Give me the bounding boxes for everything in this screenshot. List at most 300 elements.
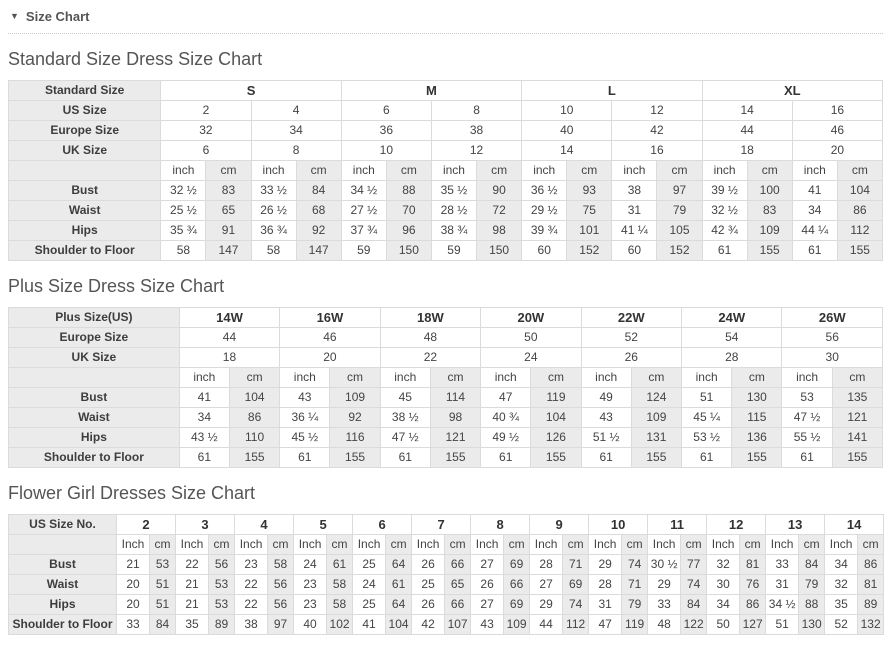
measurement-cm-cell: 96 [386, 221, 431, 241]
measurement-inch-cell: 38 ½ [380, 408, 430, 428]
size-header-cell: 8 [431, 101, 521, 121]
measurement-cm-cell: 89 [209, 615, 235, 635]
measurement-inch-cell: 47 ½ [380, 428, 430, 448]
size-header-cell: 2 [161, 101, 251, 121]
measurement-inch-cell: 35 ½ [431, 181, 476, 201]
measurement-cm-cell: 66 [445, 555, 471, 575]
size-header-cell: 14W [179, 308, 279, 328]
unit-inch-cell: Inch [176, 535, 209, 555]
measurement-cm-cell: 124 [631, 388, 681, 408]
measurement-inch-cell: 21 [117, 555, 150, 575]
size-header-cell: 12 [612, 101, 702, 121]
measurement-inch-cell: 31 [589, 595, 622, 615]
measurement-inch-cell: 51 ½ [581, 428, 631, 448]
measurement-cm-cell: 155 [229, 448, 279, 468]
measurement-inch-cell: 33 [766, 555, 799, 575]
size-header-cell: 13 [766, 515, 825, 535]
measurement-inch-cell: 32 [825, 575, 858, 595]
size-header-cell: 30 [782, 348, 883, 368]
measurement-inch-cell: 40 ¾ [481, 408, 531, 428]
measurement-cm-cell: 58 [327, 595, 353, 615]
row-label: Waist [9, 408, 180, 428]
unit-cm-cell: cm [206, 161, 251, 181]
measurement-inch-cell: 34 [825, 555, 858, 575]
measurement-inch-cell: 34 [707, 595, 740, 615]
measurement-inch-cell: 43 [280, 388, 330, 408]
row-label: Hips [9, 428, 180, 448]
measurement-cm-cell: 116 [330, 428, 380, 448]
measurement-cm-cell: 150 [386, 241, 431, 261]
size-header-cell: 36 [341, 121, 431, 141]
measurement-cm-cell: 69 [563, 575, 589, 595]
measurement-cm-cell: 76 [740, 575, 766, 595]
unit-cm-cell: cm [732, 368, 782, 388]
row-label [9, 161, 161, 181]
measurement-inch-cell: 49 [581, 388, 631, 408]
measurement-cm-cell: 104 [531, 408, 581, 428]
unit-inch-cell: Inch [648, 535, 681, 555]
row-label: US Size No. [9, 515, 117, 535]
size-header-cell: 5 [294, 515, 353, 535]
measurement-cm-cell: 56 [268, 595, 294, 615]
measurement-inch-cell: 39 ½ [702, 181, 747, 201]
measurement-cm-cell: 93 [567, 181, 612, 201]
measurement-inch-cell: 32 [707, 555, 740, 575]
measurement-inch-cell: 29 [648, 575, 681, 595]
measurement-cm-cell: 155 [330, 448, 380, 468]
measurement-inch-cell: 61 [581, 448, 631, 468]
measurement-cm-cell: 53 [150, 555, 176, 575]
row-label: Shoulder to Floor [9, 615, 117, 635]
unit-inch-cell: inch [612, 161, 657, 181]
measurement-inch-cell: 39 ¾ [522, 221, 567, 241]
measurement-cm-cell: 71 [563, 555, 589, 575]
measurement-cm-cell: 74 [622, 555, 648, 575]
measurement-cm-cell: 53 [209, 595, 235, 615]
measurement-cm-cell: 61 [327, 555, 353, 575]
measurement-cm-cell: 84 [799, 555, 825, 575]
measurement-cm-cell: 84 [150, 615, 176, 635]
unit-cm-cell: cm [150, 535, 176, 555]
measurement-cm-cell: 119 [531, 388, 581, 408]
row-label: Standard Size [9, 81, 161, 101]
measurement-cm-cell: 64 [386, 555, 412, 575]
measurement-inch-cell: 25 [412, 575, 445, 595]
measurement-cm-cell: 68 [296, 201, 341, 221]
unit-inch-cell: inch [380, 368, 430, 388]
plus-size-chart [8, 307, 883, 468]
row-label [9, 368, 180, 388]
unit-cm-cell: cm [209, 535, 235, 555]
measurement-cm-cell: 92 [296, 221, 341, 241]
measurement-cm-cell: 86 [740, 595, 766, 615]
measurement-cm-cell: 155 [837, 241, 882, 261]
unit-inch-cell: inch [581, 368, 631, 388]
unit-cm-cell: cm [386, 161, 431, 181]
measurement-cm-cell: 90 [477, 181, 522, 201]
measurement-cm-cell: 105 [657, 221, 702, 241]
measurement-inch-cell: 29 [530, 595, 563, 615]
measurement-inch-cell: 40 [294, 615, 327, 635]
size-header-cell: 46 [280, 328, 380, 348]
measurement-inch-cell: 23 [294, 595, 327, 615]
measurement-cm-cell: 58 [268, 555, 294, 575]
size-header-cell: 18 [179, 348, 279, 368]
unit-cm-cell: cm [837, 161, 882, 181]
measurement-cm-cell: 112 [837, 221, 882, 241]
size-header-cell: 2 [117, 515, 176, 535]
measurement-inch-cell: 31 [766, 575, 799, 595]
measurement-inch-cell: 26 [412, 595, 445, 615]
measurement-cm-cell: 147 [296, 241, 341, 261]
measurement-cm-cell: 102 [327, 615, 353, 635]
measurement-inch-cell: 29 ½ [522, 201, 567, 221]
unit-inch-cell: Inch [530, 535, 563, 555]
section-heading-standard: Standard Size Dress Size Chart [8, 49, 263, 69]
measurement-inch-cell: 55 ½ [782, 428, 832, 448]
measurement-inch-cell: 41 [792, 181, 837, 201]
measurement-cm-cell: 72 [477, 201, 522, 221]
measurement-inch-cell: 41 [353, 615, 386, 635]
measurement-inch-cell: 28 ½ [431, 201, 476, 221]
measurement-cm-cell: 86 [858, 555, 884, 575]
size-header-cell: M [341, 81, 521, 101]
unit-cm-cell: cm [330, 368, 380, 388]
measurement-cm-cell: 141 [832, 428, 882, 448]
measurement-inch-cell: 35 [825, 595, 858, 615]
measurement-cm-cell: 79 [622, 595, 648, 615]
measurement-cm-cell: 101 [567, 221, 612, 241]
measurement-cm-cell: 98 [430, 408, 480, 428]
measurement-cm-cell: 77 [681, 555, 707, 575]
measurement-cm-cell: 152 [567, 241, 612, 261]
row-label: Europe Size [9, 121, 161, 141]
measurement-inch-cell: 30 [707, 575, 740, 595]
unit-cm-cell: cm [681, 535, 707, 555]
measurement-inch-cell: 30 ½ [648, 555, 681, 575]
measurement-cm-cell: 110 [229, 428, 279, 448]
measurement-cm-cell: 58 [327, 575, 353, 595]
measurement-cm-cell: 66 [445, 595, 471, 615]
measurement-inch-cell: 42 [412, 615, 445, 635]
measurement-inch-cell: 41 ¼ [612, 221, 657, 241]
measurement-inch-cell: 33 ½ [251, 181, 296, 201]
measurement-inch-cell: 32 ½ [702, 201, 747, 221]
measurement-cm-cell: 152 [657, 241, 702, 261]
measurement-inch-cell: 23 [235, 555, 268, 575]
measurement-cm-cell: 130 [799, 615, 825, 635]
measurement-cm-cell: 86 [837, 201, 882, 221]
measurement-cm-cell: 81 [740, 555, 766, 575]
row-label [9, 535, 117, 555]
measurement-cm-cell: 104 [837, 181, 882, 201]
measurement-cm-cell: 64 [386, 595, 412, 615]
measurement-inch-cell: 28 [530, 555, 563, 575]
row-label: Bust [9, 181, 161, 201]
unit-cm-cell: cm [296, 161, 341, 181]
measurement-inch-cell: 60 [522, 241, 567, 261]
size-header-cell: 12 [707, 515, 766, 535]
unit-inch-cell: Inch [294, 535, 327, 555]
measurement-inch-cell: 43 [581, 408, 631, 428]
measurement-cm-cell: 86 [229, 408, 279, 428]
measurement-cm-cell: 114 [430, 388, 480, 408]
size-header-cell: 16W [280, 308, 380, 328]
measurement-inch-cell: 61 [792, 241, 837, 261]
unit-inch-cell: inch [522, 161, 567, 181]
measurement-cm-cell: 155 [631, 448, 681, 468]
size-header-cell: 26W [782, 308, 883, 328]
measurement-cm-cell: 104 [229, 388, 279, 408]
row-label: UK Size [9, 348, 180, 368]
measurement-cm-cell: 109 [504, 615, 530, 635]
measurement-inch-cell: 20 [117, 595, 150, 615]
measurement-cm-cell: 100 [747, 181, 792, 201]
size-header-cell: 32 [161, 121, 251, 141]
measurement-cm-cell: 88 [386, 181, 431, 201]
measurement-inch-cell: 29 [589, 555, 622, 575]
size-header-cell: 56 [782, 328, 883, 348]
measurement-cm-cell: 150 [477, 241, 522, 261]
size-header-cell: 8 [251, 141, 341, 161]
measurement-cm-cell: 132 [858, 615, 884, 635]
measurement-inch-cell: 59 [341, 241, 386, 261]
measurement-inch-cell: 47 [589, 615, 622, 635]
size-header-cell: 14 [825, 515, 884, 535]
measurement-cm-cell: 65 [445, 575, 471, 595]
measurement-inch-cell: 59 [431, 241, 476, 261]
size-header-cell: 6 [161, 141, 251, 161]
size-header-cell: 24W [682, 308, 782, 328]
measurement-inch-cell: 25 [353, 595, 386, 615]
unit-inch-cell: Inch [707, 535, 740, 555]
unit-inch-cell: inch [161, 161, 206, 181]
measurement-inch-cell: 31 [612, 201, 657, 221]
row-label: Plus Size(US) [9, 308, 180, 328]
size-header-cell: 18 [702, 141, 792, 161]
measurement-cm-cell: 155 [732, 448, 782, 468]
measurement-inch-cell: 32 ½ [161, 181, 206, 201]
measurement-inch-cell: 61 [702, 241, 747, 261]
unit-cm-cell: cm [430, 368, 480, 388]
measurement-cm-cell: 97 [657, 181, 702, 201]
unit-inch-cell: inch [431, 161, 476, 181]
size-header-cell: 24 [481, 348, 581, 368]
measurement-cm-cell: 127 [740, 615, 766, 635]
size-header-cell: 48 [380, 328, 480, 348]
measurement-cm-cell: 155 [430, 448, 480, 468]
unit-cm-cell: cm [563, 535, 589, 555]
measurement-inch-cell: 21 [176, 575, 209, 595]
unit-inch-cell: Inch [353, 535, 386, 555]
measurement-inch-cell: 58 [161, 241, 206, 261]
unit-inch-cell: Inch [589, 535, 622, 555]
size-header-cell: 8 [471, 515, 530, 535]
unit-inch-cell: Inch [412, 535, 445, 555]
measurement-inch-cell: 21 [176, 595, 209, 615]
measurement-cm-cell: 122 [681, 615, 707, 635]
unit-cm-cell: cm [858, 535, 884, 555]
measurement-inch-cell: 22 [176, 555, 209, 575]
size-header-cell: 22W [581, 308, 681, 328]
size-header-cell: 11 [648, 515, 707, 535]
row-label: Bust [9, 388, 180, 408]
size-header-cell: 38 [431, 121, 521, 141]
measurement-inch-cell: 41 [179, 388, 229, 408]
row-label: Hips [9, 595, 117, 615]
size-header-cell: XL [702, 81, 882, 101]
measurement-cm-cell: 65 [206, 201, 251, 221]
measurement-inch-cell: 27 ½ [341, 201, 386, 221]
size-header-cell: 9 [530, 515, 589, 535]
measurement-inch-cell: 24 [294, 555, 327, 575]
measurement-inch-cell: 38 [235, 615, 268, 635]
row-label: Shoulder to Floor [9, 448, 180, 468]
size-header-cell: 18W [380, 308, 480, 328]
measurement-cm-cell: 74 [681, 575, 707, 595]
size-header-cell: 34 [251, 121, 341, 141]
measurement-inch-cell: 35 [176, 615, 209, 635]
measurement-cm-cell: 56 [268, 575, 294, 595]
measurement-inch-cell: 24 [353, 575, 386, 595]
measurement-cm-cell: 112 [563, 615, 589, 635]
measurement-inch-cell: 51 [766, 615, 799, 635]
measurement-cm-cell: 136 [732, 428, 782, 448]
measurement-inch-cell: 60 [612, 241, 657, 261]
measurement-inch-cell: 33 [117, 615, 150, 635]
measurement-inch-cell: 36 ¼ [280, 408, 330, 428]
measurement-cm-cell: 91 [206, 221, 251, 241]
size-header-cell: 28 [682, 348, 782, 368]
measurement-cm-cell: 104 [386, 615, 412, 635]
measurement-inch-cell: 61 [782, 448, 832, 468]
unit-inch-cell: inch [792, 161, 837, 181]
measurement-cm-cell: 92 [330, 408, 380, 428]
measurement-inch-cell: 45 ¼ [682, 408, 732, 428]
row-label: Waist [9, 201, 161, 221]
size-header-cell: S [161, 81, 341, 101]
measurement-cm-cell: 83 [206, 181, 251, 201]
measurement-cm-cell: 69 [504, 555, 530, 575]
measurement-cm-cell: 61 [386, 575, 412, 595]
measurement-cm-cell: 53 [209, 575, 235, 595]
measurement-inch-cell: 61 [380, 448, 430, 468]
unit-cm-cell: cm [631, 368, 681, 388]
unit-cm-cell: cm [531, 368, 581, 388]
size-header-cell: 14 [702, 101, 792, 121]
measurement-inch-cell: 58 [251, 241, 296, 261]
row-label: Waist [9, 575, 117, 595]
size-header-cell: 7 [412, 515, 471, 535]
measurement-cm-cell: 107 [445, 615, 471, 635]
measurement-cm-cell: 51 [150, 595, 176, 615]
unit-inch-cell: Inch [235, 535, 268, 555]
size-header-cell: 44 [179, 328, 279, 348]
measurement-inch-cell: 43 [471, 615, 504, 635]
size-header-cell: 14 [522, 141, 612, 161]
measurement-inch-cell: 36 ¾ [251, 221, 296, 241]
unit-inch-cell: Inch [471, 535, 504, 555]
measurement-cm-cell: 98 [477, 221, 522, 241]
row-label: Hips [9, 221, 161, 241]
measurement-cm-cell: 109 [330, 388, 380, 408]
measurement-inch-cell: 61 [280, 448, 330, 468]
unit-cm-cell: cm [268, 535, 294, 555]
measurement-inch-cell: 45 ½ [280, 428, 330, 448]
plus-size-table-container [8, 307, 883, 468]
section-heading-flower-girl: Flower Girl Dresses Size Chart [8, 483, 256, 503]
measurement-cm-cell: 155 [832, 448, 882, 468]
measurement-cm-cell: 89 [858, 595, 884, 615]
section-heading-plus: Plus Size Dress Size Chart [8, 276, 225, 296]
unit-inch-cell: inch [341, 161, 386, 181]
size-header-cell: 22 [380, 348, 480, 368]
unit-inch-cell: inch [481, 368, 531, 388]
unit-inch-cell: inch [280, 368, 330, 388]
measurement-inch-cell: 51 [682, 388, 732, 408]
measurement-cm-cell: 74 [563, 595, 589, 615]
unit-inch-cell: inch [782, 368, 832, 388]
unit-cm-cell: cm [799, 535, 825, 555]
measurement-inch-cell: 53 [782, 388, 832, 408]
size-chart-accordion-toggle[interactable] [8, 6, 883, 34]
measurement-inch-cell: 25 [353, 555, 386, 575]
measurement-cm-cell: 109 [747, 221, 792, 241]
size-header-cell: 40 [522, 121, 612, 141]
measurement-inch-cell: 47 ½ [782, 408, 832, 428]
measurement-inch-cell: 27 [471, 555, 504, 575]
flower-girl-table-container [8, 514, 883, 635]
measurement-cm-cell: 51 [150, 575, 176, 595]
measurement-inch-cell: 27 [471, 595, 504, 615]
row-label: Bust [9, 555, 117, 575]
measurement-inch-cell: 34 ½ [766, 595, 799, 615]
measurement-cm-cell: 70 [386, 201, 431, 221]
measurement-inch-cell: 34 [179, 408, 229, 428]
measurement-cm-cell: 69 [504, 595, 530, 615]
measurement-inch-cell: 34 [792, 201, 837, 221]
measurement-inch-cell: 52 [825, 615, 858, 635]
measurement-inch-cell: 44 [530, 615, 563, 635]
size-header-cell: 3 [176, 515, 235, 535]
measurement-inch-cell: 28 [589, 575, 622, 595]
measurement-cm-cell: 97 [268, 615, 294, 635]
size-header-cell: 54 [682, 328, 782, 348]
size-header-cell: 26 [581, 348, 681, 368]
measurement-inch-cell: 38 ¾ [431, 221, 476, 241]
measurement-cm-cell: 121 [430, 428, 480, 448]
unit-cm-cell: cm [445, 535, 471, 555]
row-label: Shoulder to Floor [9, 241, 161, 261]
size-header-cell: L [522, 81, 702, 101]
unit-inch-cell: Inch [117, 535, 150, 555]
unit-inch-cell: Inch [825, 535, 858, 555]
measurement-inch-cell: 27 [530, 575, 563, 595]
size-header-cell: 16 [612, 141, 702, 161]
size-header-cell: 10 [589, 515, 648, 535]
unit-inch-cell: inch [702, 161, 747, 181]
size-header-cell: 20 [280, 348, 380, 368]
row-label: Europe Size [9, 328, 180, 348]
measurement-cm-cell: 115 [732, 408, 782, 428]
measurement-cm-cell: 56 [209, 555, 235, 575]
measurement-inch-cell: 22 [235, 595, 268, 615]
measurement-cm-cell: 155 [531, 448, 581, 468]
measurement-inch-cell: 38 [612, 181, 657, 201]
standard-size-chart [8, 80, 883, 261]
size-header-cell: 10 [522, 101, 612, 121]
size-header-cell: 50 [481, 328, 581, 348]
